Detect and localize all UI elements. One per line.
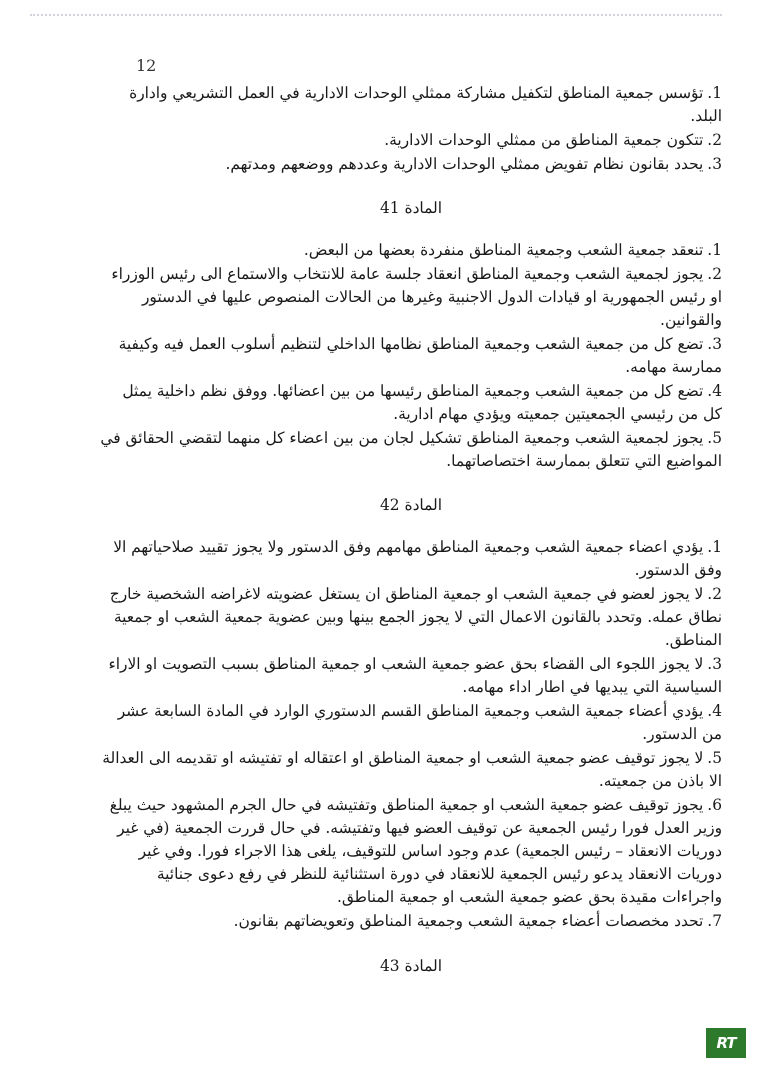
list-item — [100, 700, 722, 746]
list-item — [100, 153, 722, 176]
item-number: 2. — [707, 131, 722, 149]
item-number: 1. — [707, 241, 722, 259]
document-body — [100, 82, 722, 997]
item-number: 4. — [707, 702, 722, 720]
item-text: لا يجوز اللجوء الى القضاء بحق عضو جمعية الشعب او جمعية المناطق بسبب التصويت او الاراء السياسية التي يبديها في اطار اداء مهامه. — [108, 655, 722, 696]
list-item — [100, 794, 722, 909]
item-number: 1. — [707, 538, 722, 556]
item-number: 4. — [707, 382, 722, 400]
item-text: تضع كل من جمعية الشعب وجمعية المناطق رئيسها من بين اعضائها. ووفق نظم داخلية يمثل كل من رئيسي الجمعيتين جمعيته ويؤدي مهام ادارية. — [122, 382, 722, 423]
item-text: يجوز لجمعية الشعب وجمعية المناطق انعقاد جلسة عامة للانتخاب والاستماع الى رئيس الوزراء او رئيس الجمهورية او قيادات الدول الاجنبية وغيرها من الحالات المنصوص عليها في الدستور والقوانين. — [111, 265, 722, 329]
list-item — [100, 653, 722, 699]
list-item — [100, 536, 722, 582]
item-number: 3. — [707, 335, 722, 353]
item-text: يجوز لجمعية الشعب وجمعية المناطق تشكيل لجان من بين اعضاء كل منهما لتقضي الحقائق في المواضيع التي تتعلق بممارسة اختصاصاتهما. — [100, 429, 722, 470]
item-text: تنعقد جمعية الشعب وجمعية المناطق منفردة بعضها من البعض. — [303, 241, 704, 259]
item-text: تحدد مخصصات أعضاء جمعية الشعب وجمعية المناطق وتعويضاتهم بقانون. — [233, 912, 704, 930]
list-item — [100, 583, 722, 652]
item-number: 3. — [707, 655, 722, 673]
list-item — [100, 910, 722, 933]
page-number: 12 — [136, 56, 157, 75]
list-item — [100, 747, 722, 793]
item-number: 7. — [707, 912, 722, 930]
item-text: يجوز توقيف عضو جمعية الشعب او جمعية المناطق وتفتيشه في حال الجرم المشهود حيث يبلغ وزير العدل فورا رئيس الجمعية عن توقيف العضو فيها وتفتيشه. في حال قررت الجمعية (في غير دوريات الانعقاد – رئيس الجمعية) عدم وجود اساس للتوقيف، يلغى هذا الاجراء فورا. وفي غير دوريات الانعقاد يدعو رئيس الجمعية للانعقاد في دورة استثنائية للنظر في رفع دعوى جنائية واجراءات مقيدة بحق عضو جمعية الشعب او جمعية المناطق. — [109, 796, 722, 906]
item-number: 3. — [707, 155, 722, 173]
list-item — [100, 129, 722, 152]
item-text: تؤسس جمعية المناطق لتكفيل مشاركة ممثلي الوحدات الادارية في العمل التشريعي وادارة البلد. — [129, 84, 722, 125]
scan-edge — [30, 14, 722, 16]
item-text: تتكون جمعية المناطق من ممثلي الوحدات الادارية. — [384, 131, 704, 149]
item-number: 2. — [707, 265, 722, 283]
item-number: 6. — [707, 796, 722, 814]
article-heading-41: المادة 41 — [380, 199, 442, 217]
section-intro — [100, 82, 722, 176]
item-number: 2. — [707, 585, 722, 603]
article-heading-43: المادة 43 — [380, 957, 442, 975]
article-41 — [100, 239, 722, 473]
rt-logo: RT — [706, 1028, 746, 1058]
list-item — [100, 427, 722, 473]
list-item — [100, 239, 722, 262]
item-text: يحدد بقانون نظام تفويض ممثلي الوحدات الادارية وعددهم ووضعهم ومدتهم. — [225, 155, 704, 173]
list-item — [100, 380, 722, 426]
item-text: يؤدي أعضاء جمعية الشعب وجمعية المناطق القسم الدستوري الوارد في المادة السابعة عشر من الدستور. — [117, 702, 722, 743]
item-text: لا يجوز لعضو في جمعية الشعب او جمعية المناطق ان يستغل عضويته لاغراضه الشخصية خارج نطاق عمله. وتحدد بالقانون الاعمال التي لا يجوز الجمع بينها وبين عضوية جمعية الشعب او جمعية المناطق. — [109, 585, 722, 649]
item-text: تضع كل من جمعية الشعب وجمعية المناطق نظامها الداخلي لتنظيم أسلوب العمل فيه وكيفية ممارسة مهامه. — [118, 335, 722, 376]
article-heading-42: المادة 42 — [380, 496, 442, 514]
item-number: 5. — [707, 749, 722, 767]
list-item — [100, 82, 722, 128]
article-42 — [100, 536, 722, 933]
list-item — [100, 333, 722, 379]
item-text: لا يجوز توقيف عضو جمعية الشعب او جمعية المناطق او اعتقاله او تفتيشه او تقديمه الى العدالة الا باذن من جمعيته. — [102, 749, 722, 790]
item-number: 5. — [707, 429, 722, 447]
item-number: 1. — [707, 84, 722, 102]
item-text: يؤدي اعضاء جمعية الشعب وجمعية المناطق مهامهم وفق الدستور ولا يجوز تقييد صلاحياتهم الا وفق الدستور. — [113, 538, 722, 579]
list-item — [100, 263, 722, 332]
